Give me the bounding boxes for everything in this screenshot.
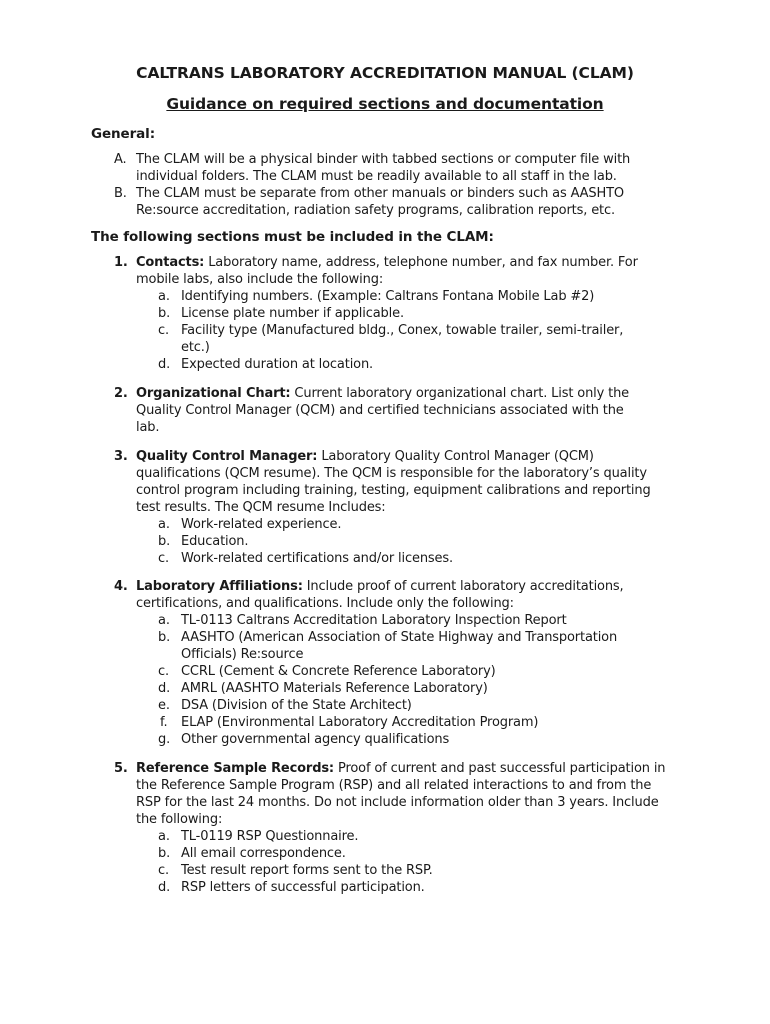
sub-text: All email correspondence.	[181, 846, 346, 861]
sub-marker: b.	[158, 534, 171, 549]
section-text: Laboratory name, address, telephone number, and fax number. For	[204, 255, 638, 270]
sub-item	[0, 288, 770, 305]
general-heading: General:	[91, 126, 155, 142]
sub-marker: e.	[158, 698, 170, 713]
list-text: The CLAM will be a physical binder with tabbed sections or computer file with	[136, 152, 631, 167]
section-5	[0, 760, 770, 896]
sub-item	[0, 879, 770, 896]
section-label: Reference Sample Records:	[136, 761, 334, 776]
sub-text: AASHTO (American Association of State Highway and Transportation	[181, 630, 618, 645]
list-item-continued	[0, 168, 770, 185]
sub-text: Officials) Re:source	[181, 647, 304, 662]
sub-marker: b.	[158, 630, 171, 645]
sub-marker: d.	[158, 681, 171, 696]
sub-text: Other governmental agency qualifications	[181, 732, 450, 747]
list-text: The CLAM must be separate from other manuals or binders such as AASHTO	[136, 186, 625, 201]
list-item	[0, 151, 770, 168]
list-item-continued	[0, 202, 770, 219]
sub-item	[0, 629, 770, 646]
sub-text: DSA (Division of the State Architect)	[181, 698, 412, 713]
sub-marker: d.	[158, 357, 171, 372]
sub-marker: b.	[158, 306, 171, 321]
list-text: Re:source accreditation, radiation safety programs, calibration reports, etc.	[136, 203, 615, 218]
section-label: Quality Control Manager:	[136, 449, 318, 464]
document-subtitle: Guidance on required sections and documentation	[166, 95, 604, 113]
sub-marker: a.	[158, 613, 170, 628]
sub-text: Education.	[181, 534, 249, 549]
sub-item	[0, 533, 770, 550]
section-3	[0, 448, 770, 567]
sub-item	[0, 714, 770, 731]
sub-item	[0, 731, 770, 748]
sub-text: etc.)	[181, 340, 210, 355]
section-text: Current laboratory organizational chart. List only the	[290, 386, 630, 401]
sub-marker: c.	[158, 551, 169, 566]
sub-text: Facility type (Manufactured bldg., Conex, towable trailer, semi-trailer,	[181, 323, 624, 338]
document-title: CALTRANS LABORATORY ACCREDITATION MANUAL (CLAM)	[136, 64, 634, 82]
sub-text: Test result report forms sent to the RSP.	[181, 863, 433, 878]
section-label: Organizational Chart:	[136, 386, 291, 401]
sub-text: CCRL (Cement & Concrete Reference Laboratory)	[181, 664, 496, 679]
section-text: lab.	[136, 420, 160, 435]
sub-marker: f.	[160, 715, 168, 730]
sub-item	[0, 862, 770, 879]
sub-marker: c.	[158, 863, 169, 878]
section-text: certifications, and qualifications. Include only the following:	[136, 596, 514, 611]
sub-item	[0, 322, 770, 339]
section-number: 2.	[114, 386, 128, 401]
sub-text: TL-0113 Caltrans Accreditation Laboratory Inspection Report	[181, 613, 567, 628]
section-text: RSP for the last 24 months. Do not include information older than 3 years. Include	[136, 795, 659, 810]
sub-item	[0, 356, 770, 373]
sub-item	[0, 663, 770, 680]
section-number: 3.	[114, 449, 128, 464]
list-marker: A.	[114, 152, 127, 167]
sub-marker: d.	[158, 880, 171, 895]
sub-item	[0, 680, 770, 697]
sub-item	[0, 845, 770, 862]
section-number: 1.	[114, 255, 128, 270]
sub-text: Expected duration at location.	[181, 357, 374, 372]
sub-text: Identifying numbers. (Example: Caltrans Fontana Mobile Lab #2)	[181, 289, 595, 304]
sub-text: License plate number if applicable.	[181, 306, 404, 321]
sub-item	[0, 828, 770, 845]
section-text: Quality Control Manager (QCM) and certified technicians associated with the	[136, 403, 624, 418]
sub-marker: c.	[158, 664, 169, 679]
sub-text: Work-related certifications and/or licenses.	[181, 551, 453, 566]
section-text: the Reference Sample Program (RSP) and all related interactions to and from the	[136, 778, 652, 793]
section-number: 4.	[114, 579, 128, 594]
sub-text: ELAP (Environmental Laboratory Accreditation Program)	[181, 715, 539, 730]
sub-marker: a.	[158, 829, 170, 844]
sub-item	[0, 516, 770, 533]
sub-item	[0, 612, 770, 629]
list-item	[0, 185, 770, 202]
sub-item	[0, 697, 770, 714]
sub-marker: a.	[158, 289, 170, 304]
sub-text: AMRL (AASHTO Materials Reference Laboratory)	[181, 681, 488, 696]
section-label: Contacts:	[136, 255, 205, 270]
sub-marker: c.	[158, 323, 169, 338]
sections-heading: The following sections must be included in the CLAM:	[91, 229, 494, 245]
section-text: test results. The QCM resume Includes:	[136, 500, 386, 515]
sub-text: TL-0119 RSP Questionnaire.	[181, 829, 359, 844]
section-text: Laboratory Quality Control Manager (QCM)	[317, 449, 594, 464]
sub-item	[0, 550, 770, 567]
sub-marker: a.	[158, 517, 170, 532]
section-text: the following:	[136, 812, 223, 827]
section-text: Include proof of current laboratory accreditations,	[302, 579, 624, 594]
section-1	[0, 254, 770, 373]
section-text: Proof of current and past successful participation in	[334, 761, 666, 776]
list-marker: B.	[114, 186, 127, 201]
section-text: control program including training, testing, equipment calibrations and reporting	[136, 483, 651, 498]
section-text: mobile labs, also include the following:	[136, 272, 384, 287]
section-2	[0, 385, 770, 436]
section-text: qualifications (QCM resume). The QCM is responsible for the laboratory’s quality	[136, 466, 647, 481]
sub-text: Work-related experience.	[181, 517, 342, 532]
sub-marker: g.	[158, 732, 171, 747]
sub-text: RSP letters of successful participation.	[181, 880, 425, 895]
general-list	[0, 151, 770, 219]
sub-item	[0, 305, 770, 322]
sub-marker: b.	[158, 846, 171, 861]
list-text: individual folders. The CLAM must be readily available to all staff in the lab.	[136, 169, 617, 184]
section-4	[0, 578, 770, 748]
section-number: 5.	[114, 761, 128, 776]
section-label: Laboratory Affiliations:	[136, 579, 303, 594]
